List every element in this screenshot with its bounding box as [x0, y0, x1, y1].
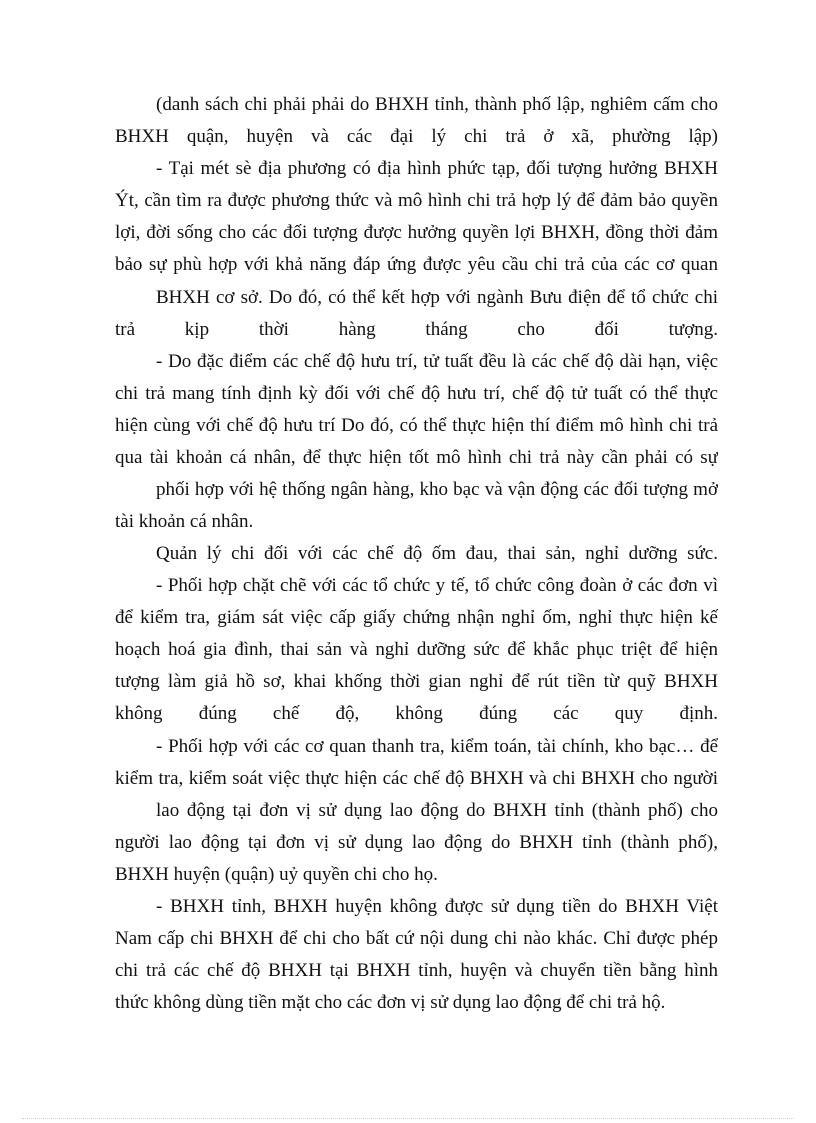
text-line: phối hợp với hệ thống ngân hàng, kho bạc và vận động các đối tượng mở — [156, 479, 718, 500]
text-line: BHXH huyện (quận) uỷ quyền chi cho họ. — [115, 864, 438, 885]
text-line: người lao động tại đơn vị sử dụng lao động do BHXH tỉnh (thành phố), — [115, 832, 718, 853]
text-line: - Phối hợp với các cơ quan thanh tra, kiểm toán, tài chính, kho bạc… để — [156, 736, 718, 757]
text-line: tài khoản cá nhân. — [115, 511, 254, 532]
text-line: - Tại mét sè địa phương có địa hình phức tạp, đối tượng hưởng BHXH — [156, 158, 718, 179]
text-line: trả kịp thời hàng tháng cho đối tượng. — [115, 319, 718, 340]
text-line: Ýt, cần tìm ra được phương thức và mô hình chi trả hợp lý để đảm bảo quyền — [115, 190, 718, 211]
text-line: qua tài khoản cá nhân, để thực hiện tốt mô hình chi trả này cần phải có sự — [115, 447, 718, 468]
text-line: hoạch hoá gia đình, thai sản và nghỉ dưỡng sức để khắc phục triệt để hiện — [115, 639, 718, 660]
text-line: BHXH quận, huyện và các đại lý chi trả ở xã, phường lập) — [115, 126, 718, 147]
text-line: - Phối hợp chặt chẽ với các tổ chức y tế, tổ chức công đoàn ở các đơn vì — [156, 575, 718, 596]
text-line: tượng làm giả hồ sơ, khai khống thời gian nghỉ để rút tiền từ quỹ BHXH — [115, 671, 718, 692]
text-line: không đúng chế độ, không đúng các quy định. — [115, 703, 718, 724]
text-line: (danh sách chi phải phải do BHXH tỉnh, thành phố lập, nghiêm cấm cho — [156, 94, 718, 115]
text-line: lao động tại đơn vị sử dụng lao động do BHXH tỉnh (thành phố) cho — [156, 800, 718, 821]
section-heading: Quản lý chi đối với các chế độ ốm đau, thai sản, nghỉ dưỡng sức. — [156, 543, 718, 564]
text-line: để kiểm tra, giám sát việc cấp giấy chứng nhận nghỉ ốm, nghỉ thực hiện kế — [115, 607, 718, 628]
text-line: - BHXH tỉnh, BHXH huyện không được sử dụng tiền do BHXH Việt — [156, 896, 718, 917]
text-line: hiện cùng với chế độ hưu trí Do đó, có thể thực hiện thí điểm mô hình chi trả — [115, 415, 718, 436]
text-line: chi trả mang tính định kỳ đối với chế độ hưu trí, chế độ tử tuất có thể thực — [115, 383, 718, 404]
text-line: thức không dùng tiền mặt cho các đơn vị sử dụng lao động để chi trả hộ. — [115, 992, 666, 1013]
text-line: lợi, đời sống cho các đối tượng được hưởng quyền lợi BHXH, đồng thời đảm — [115, 222, 718, 243]
page-bottom-divider — [22, 1118, 794, 1119]
text-line: Nam cấp chi BHXH để chi cho bất cứ nội dung chi nào khác. Chỉ được phép — [115, 928, 718, 949]
text-line: chi trả các chế độ BHXH tại BHXH tỉnh, huyện và chuyển tiền bằng hình — [115, 960, 718, 981]
text-line: BHXH cơ sở. Do đó, có thể kết hợp với ngành Bưu điện để tổ chức chi — [156, 287, 718, 308]
text-line: - Do đặc điểm các chế độ hưu trí, tử tuất đều là các chế độ dài hạn, việc — [156, 351, 718, 372]
text-line: kiểm tra, kiểm soát việc thực hiện các chế độ BHXH và chi BHXH cho người — [115, 768, 718, 789]
text-line: bảo sự phù hợp với khả năng đáp ứng được yêu cầu chi trả của các cơ quan — [115, 254, 718, 275]
